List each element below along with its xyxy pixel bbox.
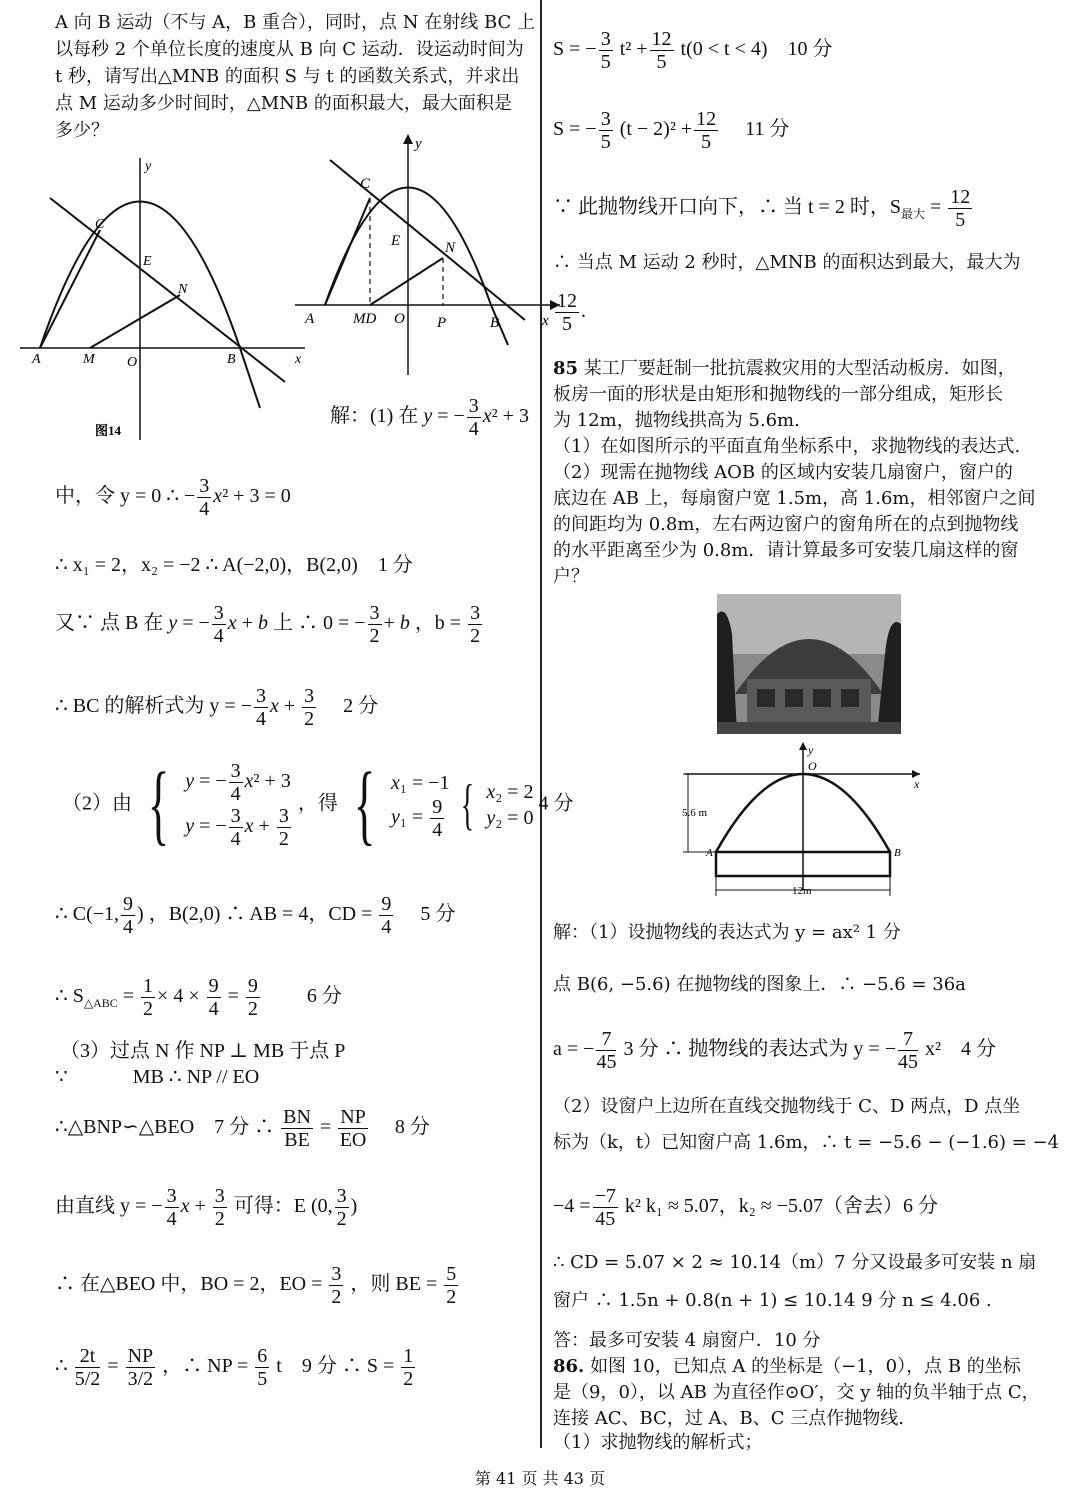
problem-intro-line-1: A 向 B 运动（不与 A，B 重合），同时，点 N 在射线 BC 上 [55, 12, 536, 33]
q85-line-7: 的间距均为 0.8m，左右两边窗户的窗角所在的点到抛物线 [553, 514, 1019, 535]
q85-line-9: 户？ [553, 566, 589, 587]
svg-text:x: x [542, 313, 549, 329]
arch-figure [680, 740, 930, 900]
solution-line-13: ∴ $\frac{2t}{5/2}$ = $\frac{NP}{3/2}$ ，∴ NP = $\frac{6}{5}$ t 9 分 ∴ S = $\frac{1}{2}$ [55, 1345, 414, 1390]
solution-line-11-a: 由直线 y = [55, 1195, 147, 1218]
q86-line-4: （1）求抛物线的解析式； [553, 1432, 763, 1453]
solution-line-4: ∴ BC 的解析式为 y = − $\frac{3}{4}$ x + $\frac{3}{2}$ 2 分 [55, 685, 379, 730]
q85-line-5: （2）现需在抛物线 AOB 的区域内安装几扇窗户，窗户的 [553, 462, 1013, 483]
q85-answer: 答：最多可安装 4 扇窗户．10 分 [553, 1330, 821, 1351]
solution-line-4-b: 2 分 [343, 695, 379, 718]
solution-line-5-b: ，得 [297, 792, 338, 815]
svg-text:y: y [415, 136, 422, 152]
svg-text:C: C [360, 176, 371, 192]
right-line-1-c: t(0 < t < 4) 10 分 [680, 38, 833, 61]
solution-line-5-c: 4 分 [538, 792, 574, 815]
svg-text:N: N [178, 282, 188, 297]
svg-text:O: O [127, 355, 138, 370]
q86-line-3: 连接 AC、BC，过 A、B、C 三点作抛物线. [553, 1408, 904, 1429]
q85-solution-line-3-c: x² 4 分 [925, 1038, 996, 1061]
right-line-4-value: $\frac{12}{5}$ . [557, 290, 586, 335]
problem-intro-line-3: t 秒，请写出△MNB 的面积 S 与 t 的函数关系式，并求出 [55, 66, 520, 87]
solution-line-3: 又∵ 点 B 在 y = − $\frac{3}{4}$ x + b 上 ∴ 0 = − $\frac{3}{2}$ + b ，b = $\frac{3}{2}$ [55, 602, 481, 647]
right-line-2: S = − $\frac{3}{5}$ (t − 2)² + $\frac{12}{5}$ 11 分 [553, 108, 790, 153]
right-line-1-b: t² + [619, 38, 648, 61]
q85-line-8: 的水平距离至少为 0.8m．请计算最多可安装几扇这样的窗 [553, 540, 1019, 561]
solution-line-12: ∴ 在△BEO 中，BO = 2，EO = $\frac{3}{2}$ ，则 BE = $\frac{5}{2}$ [55, 1263, 457, 1308]
figure-graph-2 [295, 130, 565, 380]
figure-14-graph [15, 150, 310, 450]
q85-solution-line-3-a: a = − [553, 1038, 595, 1061]
q85-line-3: 为 12m，抛物线拱高为 5.6m. [553, 410, 800, 431]
solution-line-3-c: ，b = [414, 612, 462, 635]
q86-number: 86. [553, 1356, 585, 1377]
solution-line-9: ∵ MB ∴ NP // EO [55, 1066, 260, 1088]
q85-line-1-text: 某工厂要赶制一批抗震救灾用的大型活动板房．如图， [583, 358, 1016, 379]
solution-1-intro: 解：(1) 在 y = − $\frac{3}{4}$ x² + 3 [330, 395, 529, 440]
svg-text:y: y [145, 159, 152, 174]
q85-line-4: （1）在如图所示的平面直角坐标系中，求抛物线的表达式. [553, 436, 1021, 457]
right-line-1-a: S = − [553, 38, 597, 61]
svg-text:N: N [445, 240, 456, 256]
solution-1-label: 解：(1) 在 [330, 405, 419, 428]
svg-text:y: y [808, 743, 814, 757]
q86-line-1-text: 如图 10，已知点 A 的坐标是（−1，0），点 B 的坐标 [590, 1356, 1021, 1377]
right-line-4: ∴ 当点 M 运动 2 秒时，△MNB 的面积达到最大，最大为 [553, 252, 1021, 273]
solution-line-10-a: ∴△BNP∽△BEO 7 分 ∴ [55, 1116, 275, 1139]
solution-line-13-c: t 9 分 ∴ S = [276, 1355, 395, 1378]
q85-line-1 [553, 356, 1016, 382]
right-line-2-a: S = − [553, 118, 597, 141]
svg-text:O: O [394, 311, 405, 327]
solution-line-7-sub: △ABC [83, 996, 118, 1011]
solution-line-11: 由直线 y = − $\frac{3}{4}$ x + $\frac{3}{2}$ 可得：E (0, $\frac{3}{2}$ ) [55, 1185, 358, 1230]
solution-line-5: （2）由 { y = − $\frac{3}{4}$ x² + 3 y = − $\frac{3}{4}$ x + $\frac{3}{2}$ ，得 { x₁ = −1 y₁ = $\frac{9}{4}$ { x₂ = 2 y₂ = 0 4 分 [62, 755, 574, 854]
right-line-3-sub: 最大 [900, 207, 925, 222]
svg-text:C: C [95, 217, 105, 232]
solution-line-1: 中，令 y = 0 ∴ − $\frac{3}{4}$ x² + 3 = 0 [55, 475, 291, 520]
figure-14-caption: 图14 [95, 423, 122, 438]
svg-text:A: A [305, 311, 315, 327]
svg-text:E: E [391, 233, 401, 249]
q85-solution-line-3: a = − $\frac{7}{45}$ 3 分 ∴ 抛物线的表达式为 y = − $\frac{7}{45}$ x² 4 分 [553, 1028, 996, 1073]
problem-intro-line-2: 以每秒 2 个单位长度的速度从 B 向 C 运动．设运动时间为 [55, 39, 524, 60]
problem-intro-line-4: 点 M 运动多少时间时，△MNB 的面积最大，最大面积是 [55, 93, 512, 114]
solution-line-2: ∴ x₁ = 2，x₂ = −2 ∴ A(−2,0)，B(2,0) 1 分 [55, 554, 413, 576]
right-line-3-a: ∵ 此抛物线开口向下，∴ 当 t = 2 时，S [553, 196, 901, 219]
solution-line-7-a: ∴ S [55, 985, 84, 1008]
svg-text:A: A [32, 352, 41, 367]
right-line-3-b: = [929, 196, 942, 219]
svg-text:B: B [490, 315, 500, 331]
q85-solution-line-3-b: 3 分 ∴ 抛物线的表达式为 y = − [623, 1038, 896, 1061]
solution-line-6: ∴ C(−1, $\frac{9}{4}$ ) ，B(2,0) ∴ AB = 4，CD = $\frac{9}{4}$ 5 分 [55, 893, 456, 938]
svg-text:B: B [894, 847, 901, 859]
solution-line-10-b: 8 分 [394, 1116, 430, 1139]
q85-solution-line-1: 解：（1）设抛物线的表达式为 y = ax² 1 分 [553, 922, 901, 943]
solution-line-6-c: 5 分 [420, 903, 456, 926]
svg-text:x: x [295, 352, 302, 367]
q85-line-2: 板房一面的形状是由矩形和抛物线的一部分组成，矩形长 [553, 384, 1003, 405]
width-label: 12m [792, 885, 812, 897]
solution-line-6-b: ，B(2,0) ∴ AB = 4，CD = [148, 903, 373, 926]
svg-text:E: E [143, 254, 152, 269]
solution-line-10: ∴△BNP∽△BEO 7 分 ∴ $\frac{BN}{BE}$ = $\frac{NP}{EO}$ 8 分 [55, 1106, 430, 1151]
solution-line-3-b: 上 ∴ 0 = [272, 612, 350, 635]
svg-text:A: A [706, 847, 713, 859]
solution-line-12-b: ，则 BE = [350, 1273, 438, 1296]
right-line-2-b: (t − 2)² + [619, 118, 693, 141]
q85-solution-line-8: 窗户 ∴ 1.5n + 0.8(n + 1) ≤ 10.14 9 分 n ≤ 4.06 . [553, 1290, 992, 1311]
svg-text:M: M [83, 352, 95, 367]
svg-text:P: P [437, 315, 447, 331]
q86-line-2: 是（9，0），以 AB 为直径作⊙O′，交 y 轴的负半轴于点 C， [553, 1382, 1040, 1403]
q85-solution-line-6-a: −4 = [553, 1195, 591, 1218]
height-label: 5.6 m [682, 807, 708, 819]
solution-line-5-a: （2）由 [62, 792, 132, 815]
solution-line-12-a: ∴ 在△BEO 中，BO = 2，EO = [55, 1273, 323, 1296]
solution-line-7: ∴ $S_{\triangle ABC}$ = $\frac{1}{2}$ × 4 × $\frac{9}{4}$ = $\frac{9}{2}$ 6 分 [55, 975, 342, 1020]
solution-line-8: （3）过点 N 作 NP ⊥ MB 于点 P [60, 1040, 346, 1062]
q85-solution-line-5: 标为（k，t）已知窗户高 1.6m，∴ t = −5.6 − (−1.6) = −4 [553, 1132, 1060, 1153]
solution-line-1-text: 中，令 y = 0 ∴ [55, 485, 180, 508]
solution-line-13-a: ∴ [55, 1355, 68, 1378]
solution-line-6-a: ∴ C [55, 903, 87, 926]
q86-line-1 [553, 1354, 1021, 1380]
solution-line-3-a: 又∵ 点 B 在 [55, 612, 164, 635]
solution-line-11-b: 可得：E [233, 1195, 306, 1218]
right-line-3: ∵ 此抛物线开口向下，∴ 当 t = 2 时，$S_{最大}$ = $\frac{12}{5}$ [553, 186, 971, 231]
q85-solution-line-4: （2）设窗户上边所在直线交抛物线于 C、D 两点，D 点坐 [553, 1096, 1021, 1117]
right-line-1: S = − $\frac{3}{5}$ t² + $\frac{12}{5}$ t(0 < t < 4) 10 分 [553, 28, 833, 73]
solution-line-4-a: ∴ BC 的解析式为 y = [55, 695, 236, 718]
svg-text:O: O [808, 759, 817, 773]
solution-line-7-c: 6 分 [306, 985, 342, 1008]
svg-text:x: x [914, 777, 920, 791]
right-line-2-c: 11 分 [745, 118, 790, 141]
svg-text:B: B [227, 352, 236, 367]
problem-intro-line-5: 多少？ [55, 120, 109, 141]
page-footer: 第 41 页 共 43 页 [474, 1469, 606, 1488]
q85-number: 85 [553, 358, 579, 379]
solution-line-13-b: ，∴ NP = [162, 1355, 249, 1378]
q85-solution-line-7: ∴ CD = 5.07 × 2 ≈ 10.14（m）7 分又设最多可安装 n 扇 [553, 1252, 1037, 1273]
q85-solution-line-6-b: k² k₁ ≈ 5.07，k₂ ≈ −5.07（舍去）6 分 [624, 1195, 939, 1218]
q85-solution-line-2: 点 B(6, −5.6) 在抛物线的图象上．∴ −5.6 = 36a [553, 974, 966, 995]
building-photo [717, 594, 901, 734]
svg-text:MD: MD [353, 311, 377, 327]
q85-solution-line-6: −4 = $\frac{-7}{45}$ k² k₁ ≈ 5.07，k₂ ≈ −5.07（舍去）6 分 [553, 1185, 939, 1230]
q85-line-6: 底边在 AB 上，每扇窗户宽 1.5m，高 1.6m，相邻窗户之间 [553, 488, 1036, 509]
